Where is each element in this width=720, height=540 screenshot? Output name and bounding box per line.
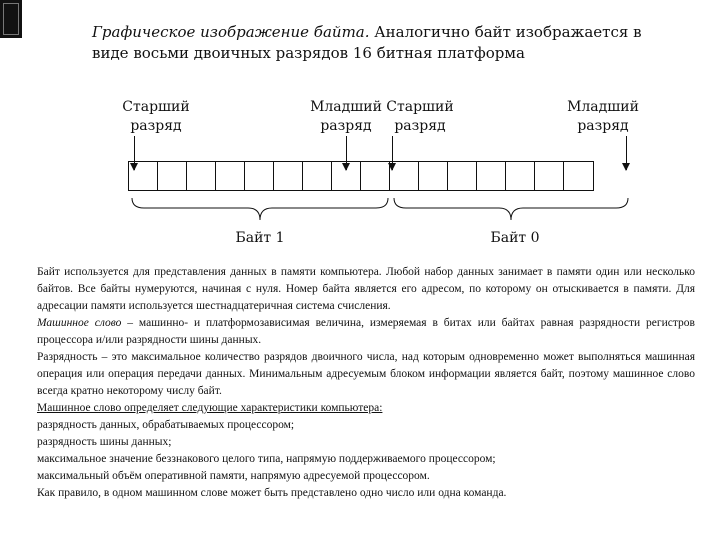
paragraph-machine-word [37, 315, 695, 349]
bit-cell [158, 162, 187, 190]
title-heading: Графическое изображение байта. [92, 23, 370, 41]
title-description: Аналогично байт изображается в виде восьми двоичных разрядов 16 битная платформа [92, 23, 642, 62]
bit-cell [506, 162, 535, 190]
bit-cell [564, 162, 593, 190]
label-low-byte1: Младший разряд [310, 99, 382, 134]
list-item: разрядность шины данных; [37, 436, 172, 448]
bit-cell [303, 162, 332, 190]
machine-word-term: Машинное слово [37, 317, 122, 329]
paragraph-bit-width: Разрядность – это максимальное количество разрядов двоичного числа, над которым одновременно может выполняться машинная операция или операция передачи данных. Минимальным адресуемым блоком информации является байт, поэтому машинное слово всегда кратно некоторому числу байт. [37, 351, 695, 397]
machine-word-definition: – машинно- и платформозависимая величина, измеряемая в битах или байтах равная разрядности регистров процессора и/или разрядности шины данных. [37, 317, 695, 346]
byte1-label: Байт 1 [235, 230, 285, 246]
window-icon [0, 0, 22, 38]
bit-cell [390, 162, 419, 190]
bit-grid [128, 161, 594, 191]
bit-cell [535, 162, 564, 190]
bit-cell [332, 162, 361, 190]
slide-title [92, 22, 682, 64]
bit-cell [274, 162, 303, 190]
label-high-byte0: Старший разряд [386, 99, 454, 134]
bit-cell [477, 162, 506, 190]
list-item: максимальное значение беззнакового целого типа, напрямую поддерживаемого процессором; [37, 453, 496, 465]
label-low-byte0: Младший разряд [567, 99, 639, 134]
paragraph-byte: Байт используется для представления данных в памяти компьютера. Любой набор данных занимает в памяти один или несколько байтов. Все байты нумеруются, начиная с нуля. Номер байта является его адресом, по которому он отыскивается в памяти. Для адресации памяти используется шестнадцатеричная система счисления. [37, 266, 695, 312]
bit-cell [448, 162, 477, 190]
list-item: максимальный объём оперативной памяти, напрямую адресуемой процессором. [37, 470, 430, 482]
byte0-label: Байт 0 [490, 230, 540, 246]
body-text [37, 264, 695, 502]
list-item: разрядность данных, обрабатываемых процессором; [37, 419, 295, 431]
label-high-byte1: Старший разряд [122, 99, 190, 134]
bit-cell [129, 162, 158, 190]
bit-cell [216, 162, 245, 190]
bit-cell [361, 162, 390, 190]
characteristics-heading: Машинное слово определяет следующие характеристики компьютера: [37, 402, 383, 414]
bit-cell [187, 162, 216, 190]
brace-byte1 [130, 196, 390, 224]
paragraph-conclusion: Как правило, в одном машинном слове может быть представлено одно число или одна команда. [37, 487, 507, 499]
arrow-low-byte0 [626, 136, 627, 170]
bit-cell [419, 162, 448, 190]
bit-cell [245, 162, 274, 190]
brace-byte0 [392, 196, 630, 224]
